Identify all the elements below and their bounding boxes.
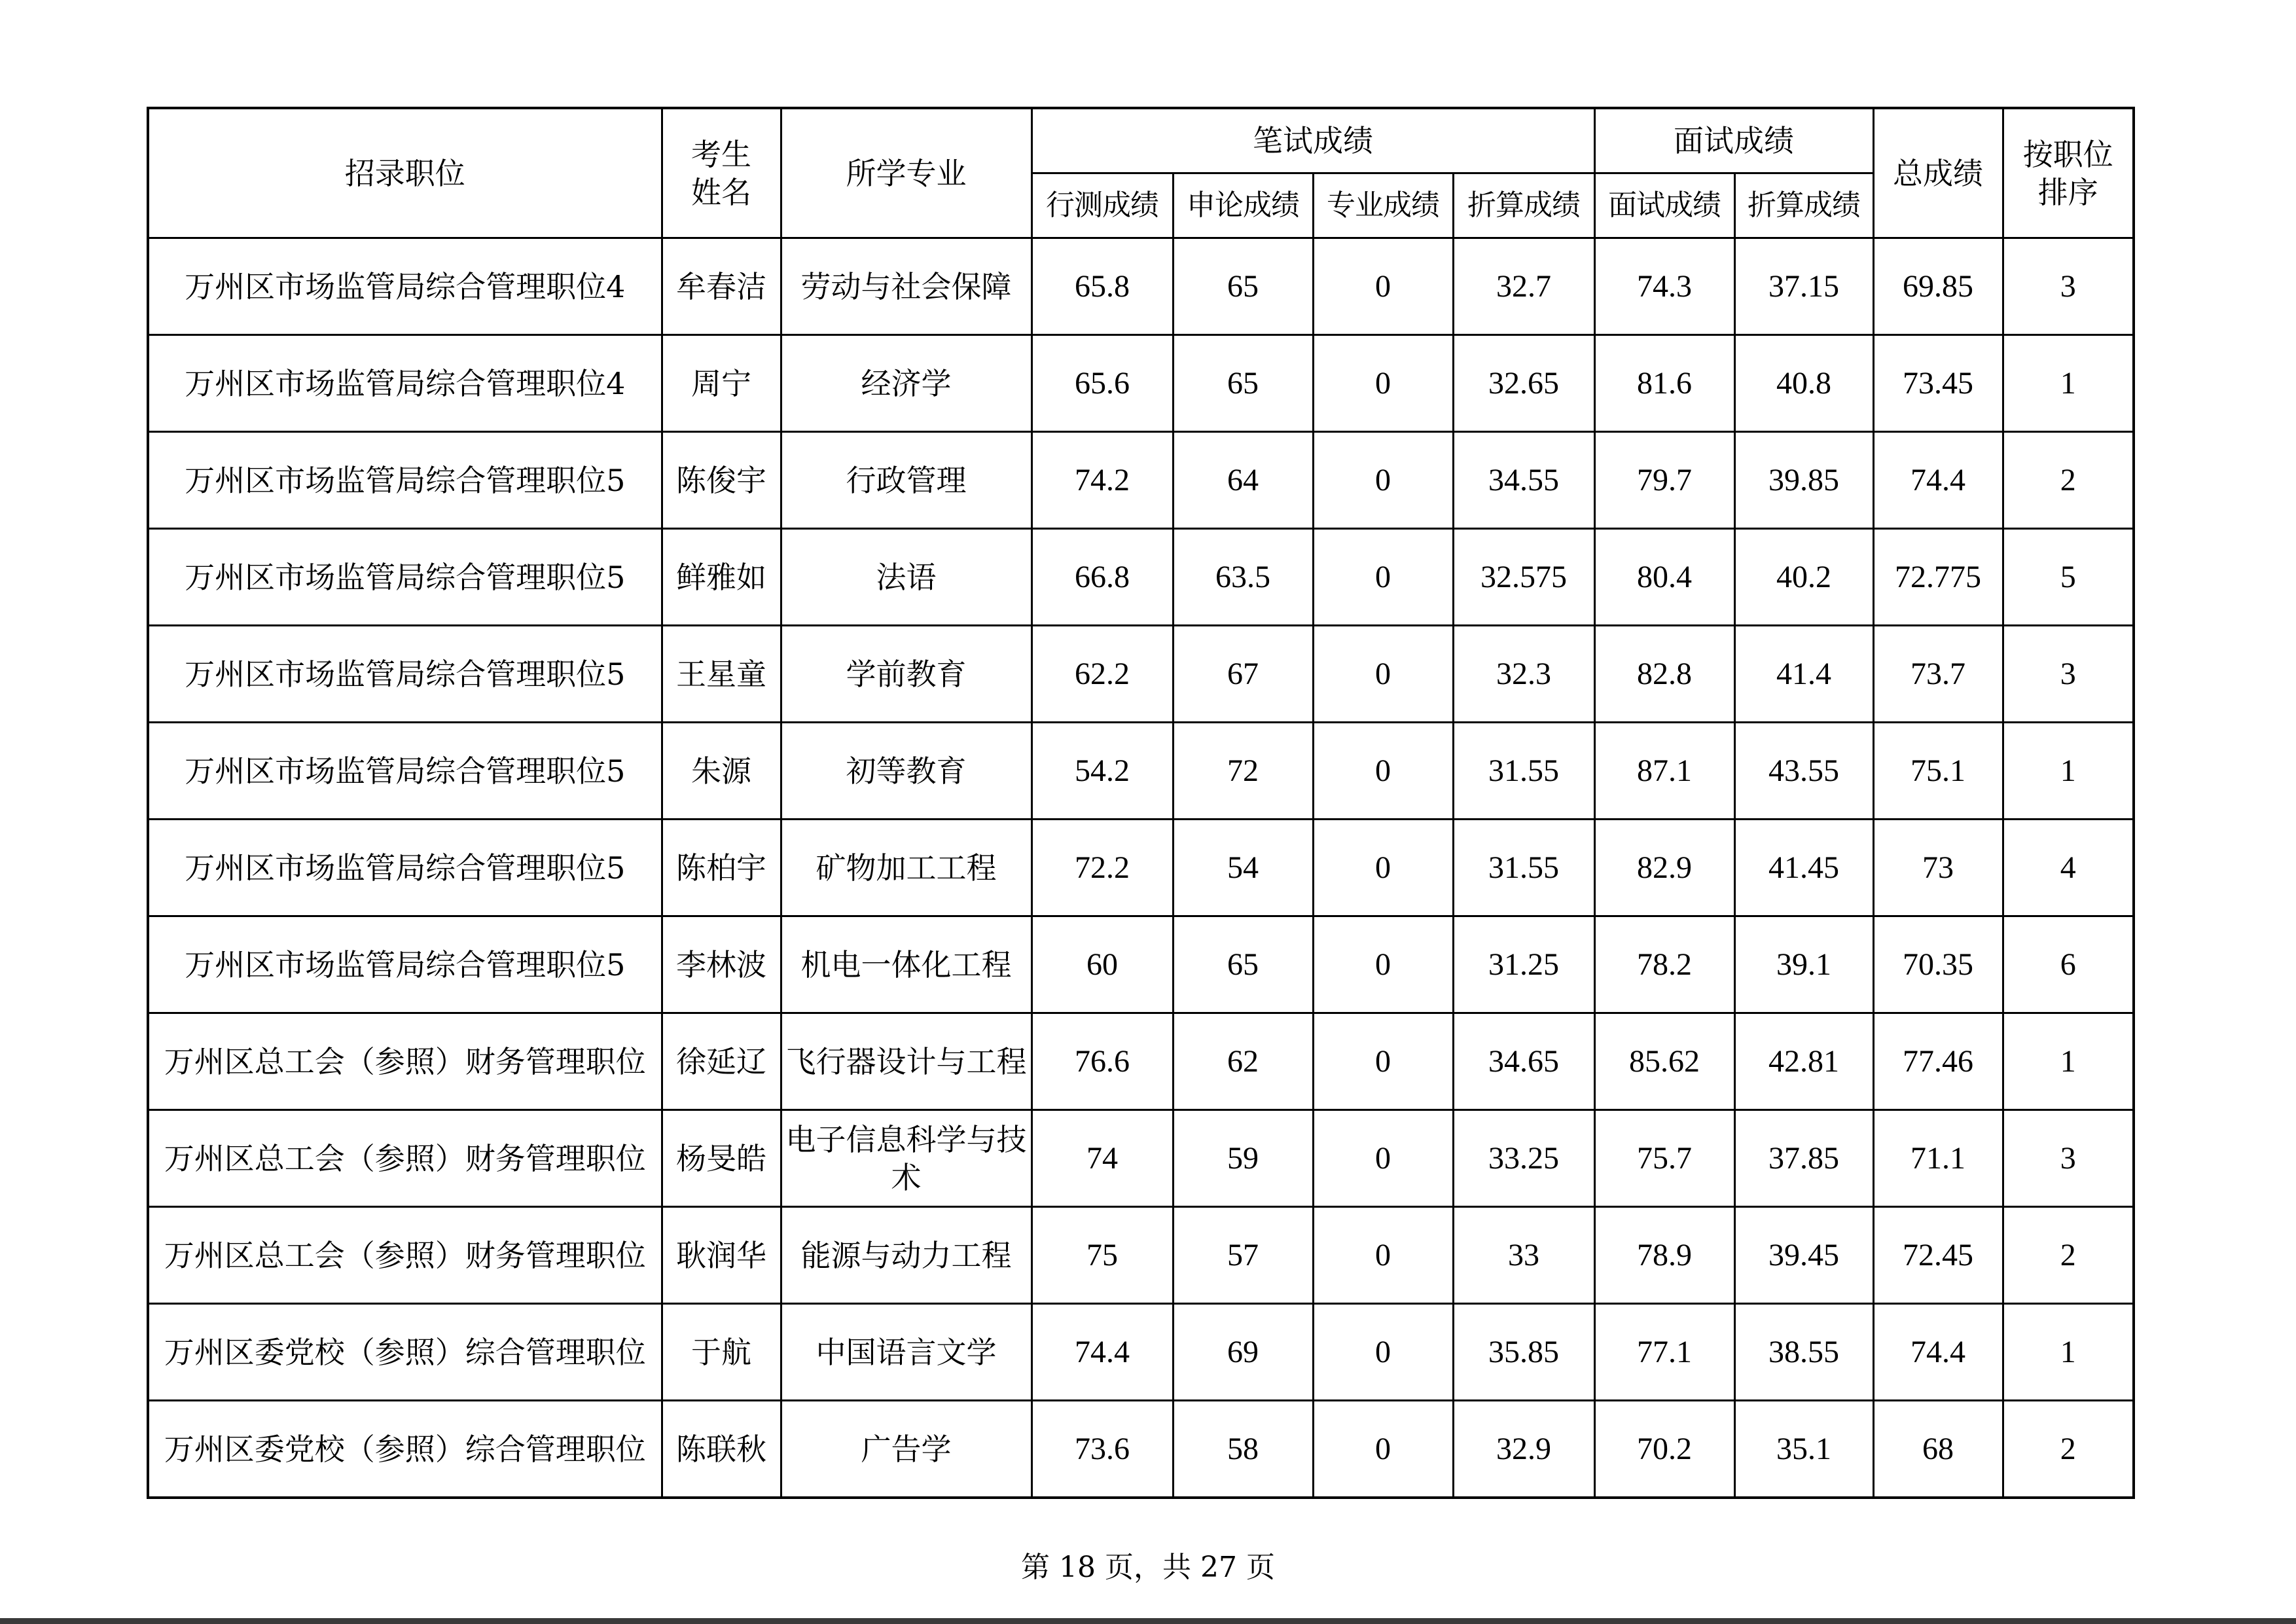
cell-name: 耿润华: [662, 1207, 781, 1304]
cell-written-converted: 31.55: [1453, 820, 1594, 916]
cell-position: 万州区总工会（参照）财务管理职位: [148, 1207, 662, 1304]
header-professional: 专业成绩: [1313, 173, 1453, 238]
cell-major: 初等教育: [781, 723, 1031, 820]
cell-professional: 0: [1313, 820, 1453, 916]
header-written-group: 笔试成绩: [1031, 108, 1594, 173]
cell-shenlun: 57: [1173, 1207, 1313, 1304]
cell-interview-score: 80.4: [1594, 529, 1734, 626]
cell-position: 万州区市场监管局综合管理职位5: [148, 626, 662, 723]
cell-interview-converted: 39.45: [1734, 1207, 1873, 1304]
header-major: 所学专业: [781, 108, 1031, 238]
cell-interview-score: 77.1: [1594, 1304, 1734, 1401]
cell-interview-converted: 35.1: [1734, 1401, 1873, 1498]
cell-major: 机电一体化工程: [781, 916, 1031, 1013]
cell-position: 万州区市场监管局综合管理职位5: [148, 529, 662, 626]
cell-professional: 0: [1313, 432, 1453, 529]
header-shenlun: 申论成绩: [1173, 173, 1313, 238]
cell-professional: 0: [1313, 1207, 1453, 1304]
cell-major: 矿物加工工程: [781, 820, 1031, 916]
cell-xingce: 65.8: [1031, 238, 1173, 335]
cell-rank: 5: [2003, 529, 2134, 626]
cell-major: 劳动与社会保障: [781, 238, 1031, 335]
cell-interview-score: 75.7: [1594, 1110, 1734, 1207]
cell-shenlun: 65: [1173, 238, 1313, 335]
cell-professional: 0: [1313, 1013, 1453, 1110]
header-interview-converted: 折算成绩: [1734, 173, 1873, 238]
cell-interview-converted: 38.55: [1734, 1304, 1873, 1401]
cell-xingce: 75: [1031, 1207, 1173, 1304]
cell-interview-converted: 39.1: [1734, 916, 1873, 1013]
cell-interview-score: 85.62: [1594, 1013, 1734, 1110]
cell-name: 朱源: [662, 723, 781, 820]
cell-written-converted: 32.65: [1453, 335, 1594, 432]
cell-shenlun: 67: [1173, 626, 1313, 723]
cell-interview-score: 82.8: [1594, 626, 1734, 723]
cell-position: 万州区市场监管局综合管理职位4: [148, 238, 662, 335]
cell-name: 鲜雅如: [662, 529, 781, 626]
cell-professional: 0: [1313, 916, 1453, 1013]
header-row-1: [148, 108, 2134, 173]
cell-xingce: 65.6: [1031, 335, 1173, 432]
cell-position: 万州区委党校（参照）综合管理职位: [148, 1304, 662, 1401]
cell-name: 牟春洁: [662, 238, 781, 335]
cell-total: 74.4: [1873, 432, 2003, 529]
cell-total: 69.85: [1873, 238, 2003, 335]
table-row: [148, 1401, 2134, 1498]
cell-professional: 0: [1313, 238, 1453, 335]
cell-shenlun: 65: [1173, 335, 1313, 432]
cell-rank: 3: [2003, 1110, 2134, 1207]
table-row: [148, 723, 2134, 820]
cell-total: 68: [1873, 1401, 2003, 1498]
header-total: 总成绩: [1873, 108, 2003, 238]
header-name: [662, 108, 781, 238]
header-rank-text: 按职位排序: [2022, 136, 2113, 210]
cell-name: 于航: [662, 1304, 781, 1401]
cell-rank: 2: [2003, 1207, 2134, 1304]
cell-professional: 0: [1313, 723, 1453, 820]
cell-rank: 3: [2003, 626, 2134, 723]
cell-written-converted: 31.55: [1453, 723, 1594, 820]
bottom-divider: [0, 1618, 2296, 1624]
cell-xingce: 74.4: [1031, 1304, 1173, 1401]
cell-rank: 4: [2003, 820, 2134, 916]
cell-rank: 1: [2003, 335, 2134, 432]
cell-shenlun: 65: [1173, 916, 1313, 1013]
cell-major: 经济学: [781, 335, 1031, 432]
cell-xingce: 62.2: [1031, 626, 1173, 723]
cell-interview-converted: 41.4: [1734, 626, 1873, 723]
cell-rank: 2: [2003, 432, 2134, 529]
cell-major: 电子信息科学与技术: [781, 1110, 1031, 1207]
table-row: [148, 820, 2134, 916]
cell-interview-converted: 37.15: [1734, 238, 1873, 335]
cell-shenlun: 58: [1173, 1401, 1313, 1498]
cell-position: 万州区市场监管局综合管理职位5: [148, 916, 662, 1013]
cell-written-converted: 35.85: [1453, 1304, 1594, 1401]
page-footer: 第 18 页，共 27 页: [1021, 1551, 1275, 1584]
cell-shenlun: 54: [1173, 820, 1313, 916]
header-interview-group: 面试成绩: [1594, 108, 1873, 173]
header-rank: [2003, 108, 2134, 238]
score-table: [147, 107, 2135, 1499]
cell-interview-score: 82.9: [1594, 820, 1734, 916]
cell-professional: 0: [1313, 1110, 1453, 1207]
cell-position: 万州区市场监管局综合管理职位5: [148, 820, 662, 916]
table-row: [148, 432, 2134, 529]
cell-shenlun: 69: [1173, 1304, 1313, 1401]
header-interview-score: 面试成绩: [1594, 173, 1734, 238]
cell-professional: 0: [1313, 335, 1453, 432]
cell-interview-score: 79.7: [1594, 432, 1734, 529]
cell-shenlun: 59: [1173, 1110, 1313, 1207]
cell-xingce: 54.2: [1031, 723, 1173, 820]
cell-professional: 0: [1313, 626, 1453, 723]
cell-major: 飞行器设计与工程: [781, 1013, 1031, 1110]
cell-interview-converted: 40.2: [1734, 529, 1873, 626]
table-row: [148, 1013, 2134, 1110]
cell-position: 万州区总工会（参照）财务管理职位: [148, 1110, 662, 1207]
cell-written-converted: 31.25: [1453, 916, 1594, 1013]
cell-rank: 1: [2003, 1013, 2134, 1110]
cell-name: 徐延辽: [662, 1013, 781, 1110]
cell-xingce: 66.8: [1031, 529, 1173, 626]
cell-major: 学前教育: [781, 626, 1031, 723]
cell-interview-converted: 41.45: [1734, 820, 1873, 916]
cell-xingce: 74: [1031, 1110, 1173, 1207]
cell-interview-score: 81.6: [1594, 335, 1734, 432]
cell-written-converted: 32.3: [1453, 626, 1594, 723]
table-row: [148, 626, 2134, 723]
cell-major: 广告学: [781, 1401, 1031, 1498]
cell-rank: 3: [2003, 238, 2134, 335]
cell-major: 法语: [781, 529, 1031, 626]
cell-total: 73: [1873, 820, 2003, 916]
cell-written-converted: 32.7: [1453, 238, 1594, 335]
table-row: [148, 1110, 2134, 1207]
cell-shenlun: 64: [1173, 432, 1313, 529]
table-row: [148, 529, 2134, 626]
table-row: [148, 1207, 2134, 1304]
table-row: [148, 335, 2134, 432]
cell-rank: 2: [2003, 1401, 2134, 1498]
cell-total: 73.45: [1873, 335, 2003, 432]
cell-total: 72.45: [1873, 1207, 2003, 1304]
cell-position: 万州区市场监管局综合管理职位5: [148, 432, 662, 529]
cell-major: 中国语言文学: [781, 1304, 1031, 1401]
cell-name: 周宁: [662, 335, 781, 432]
cell-rank: 6: [2003, 916, 2134, 1013]
cell-shenlun: 72: [1173, 723, 1313, 820]
cell-name: 李林波: [662, 916, 781, 1013]
cell-total: 75.1: [1873, 723, 2003, 820]
table-row: [148, 1304, 2134, 1401]
cell-interview-score: 78.9: [1594, 1207, 1734, 1304]
cell-written-converted: 34.65: [1453, 1013, 1594, 1110]
cell-rank: 1: [2003, 1304, 2134, 1401]
cell-professional: 0: [1313, 529, 1453, 626]
cell-interview-converted: 43.55: [1734, 723, 1873, 820]
cell-interview-score: 74.3: [1594, 238, 1734, 335]
cell-written-converted: 32.575: [1453, 529, 1594, 626]
cell-professional: 0: [1313, 1401, 1453, 1498]
cell-name: 陈柏宇: [662, 820, 781, 916]
cell-position: 万州区总工会（参照）财务管理职位: [148, 1013, 662, 1110]
cell-major: 行政管理: [781, 432, 1031, 529]
cell-name: 杨旻皓: [662, 1110, 781, 1207]
cell-written-converted: 33: [1453, 1207, 1594, 1304]
header-position: 招录职位: [148, 108, 662, 238]
cell-xingce: 74.2: [1031, 432, 1173, 529]
cell-written-converted: 32.9: [1453, 1401, 1594, 1498]
cell-name: 陈俊宇: [662, 432, 781, 529]
cell-interview-converted: 40.8: [1734, 335, 1873, 432]
cell-xingce: 73.6: [1031, 1401, 1173, 1498]
cell-major: 能源与动力工程: [781, 1207, 1031, 1304]
header-written-converted: 折算成绩: [1453, 173, 1594, 238]
cell-position: 万州区委党校（参照）综合管理职位: [148, 1401, 662, 1498]
header-xingce: 行测成绩: [1031, 173, 1173, 238]
cell-position: 万州区市场监管局综合管理职位5: [148, 723, 662, 820]
cell-xingce: 60: [1031, 916, 1173, 1013]
cell-xingce: 72.2: [1031, 820, 1173, 916]
cell-total: 74.4: [1873, 1304, 2003, 1401]
cell-total: 77.46: [1873, 1013, 2003, 1110]
cell-name: 陈联秋: [662, 1401, 781, 1498]
table-row: [148, 238, 2134, 335]
table-body: [148, 238, 2134, 1498]
cell-position: 万州区市场监管局综合管理职位4: [148, 335, 662, 432]
cell-shenlun: 62: [1173, 1013, 1313, 1110]
cell-xingce: 76.6: [1031, 1013, 1173, 1110]
cell-interview-converted: 42.81: [1734, 1013, 1873, 1110]
cell-interview-score: 70.2: [1594, 1401, 1734, 1498]
cell-interview-converted: 39.85: [1734, 432, 1873, 529]
cell-interview-converted: 37.85: [1734, 1110, 1873, 1207]
cell-total: 72.775: [1873, 529, 2003, 626]
cell-interview-score: 78.2: [1594, 916, 1734, 1013]
cell-name: 王星童: [662, 626, 781, 723]
cell-interview-score: 87.1: [1594, 723, 1734, 820]
cell-professional: 0: [1313, 1304, 1453, 1401]
cell-written-converted: 34.55: [1453, 432, 1594, 529]
cell-total: 70.35: [1873, 916, 2003, 1013]
cell-total: 71.1: [1873, 1110, 2003, 1207]
cell-shenlun: 63.5: [1173, 529, 1313, 626]
cell-written-converted: 33.25: [1453, 1110, 1594, 1207]
cell-total: 73.7: [1873, 626, 2003, 723]
cell-rank: 1: [2003, 723, 2134, 820]
header-name-text: 考生姓名: [691, 136, 751, 210]
table-row: [148, 916, 2134, 1013]
